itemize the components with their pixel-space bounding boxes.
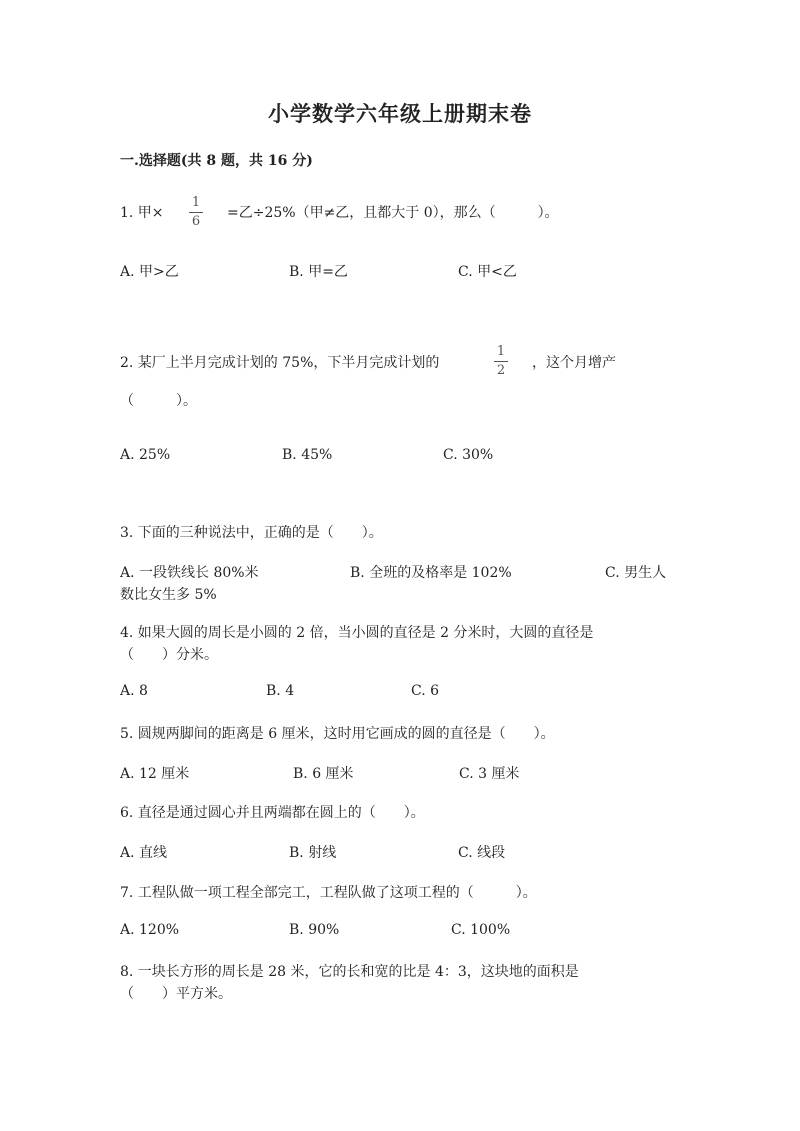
question-7-text: 7. 工程队做一项工程全部完工，工程队做了这项工程的（ ）。	[120, 885, 537, 901]
question-3-text: 3. 下面的三种说法中，正确的是（ ）。	[120, 525, 383, 541]
question-4-text: 4. 如果大圆的周长是小圆的 2 倍，当小圆的直径是 2 分米时，大圆的直径是	[120, 625, 594, 641]
question-7-option-b[interactable]: B. 90%	[289, 922, 340, 938]
fraction-denominator: 2	[496, 363, 506, 378]
section-heading: 一.选择题(共 8 题，共 16 分)	[120, 153, 313, 169]
question-1-option-a[interactable]: A. 甲>乙	[120, 264, 179, 280]
question-5-option-c[interactable]: C. 3 厘米	[459, 766, 520, 782]
question-5-option-b[interactable]: B. 6 厘米	[293, 766, 354, 782]
fraction-bar	[189, 212, 203, 213]
question-2-blank-line: （ ）。	[120, 393, 197, 409]
question-2-fraction	[494, 345, 508, 378]
question-3-option-c-continued: 数比女生多 5%	[120, 587, 217, 603]
question-8-text: 8. 一块长方形的周长是 28 米，它的长和宽的比是 4：3，这块地的面积是	[120, 964, 579, 980]
question-3-option-c[interactable]: C. 男生人	[605, 565, 667, 581]
question-4-option-b[interactable]: B. 4	[266, 683, 295, 699]
question-6-text: 6. 直径是通过圆心并且两端都在圆上的（ ）。	[120, 805, 425, 821]
question-7-option-c[interactable]: C. 100%	[451, 922, 511, 938]
question-3-option-b[interactable]: B. 全班的及格率是 102%	[350, 565, 512, 581]
question-3-option-a[interactable]: A. 一段铁线长 80%米	[120, 565, 259, 581]
fraction-numerator: 1	[191, 195, 201, 210]
question-7-option-a[interactable]: A. 120%	[120, 922, 180, 938]
question-8-blank-line: （ ）平方米。	[120, 986, 232, 1002]
question-1-option-b[interactable]: B. 甲=乙	[289, 264, 348, 280]
question-5-option-a[interactable]: A. 12 厘米	[120, 766, 190, 782]
question-6-option-b[interactable]: B. 射线	[289, 845, 337, 861]
question-1-text-start: 1. 甲×	[120, 205, 164, 221]
fraction-numerator: 1	[496, 344, 506, 359]
question-2-option-a[interactable]: A. 25%	[120, 447, 171, 463]
question-4-option-c[interactable]: C. 6	[411, 683, 440, 699]
question-5-text: 5. 圆规两脚间的距离是 6 厘米，这时用它画成的圆的直径是（ ）。	[120, 726, 555, 742]
fraction-denominator: 6	[191, 214, 201, 229]
question-2-option-b[interactable]: B. 45%	[282, 447, 333, 463]
question-2-option-c[interactable]: C. 30%	[443, 447, 494, 463]
question-6-option-a[interactable]: A. 直线	[120, 845, 168, 861]
question-4-option-a[interactable]: A. 8	[120, 683, 148, 699]
question-1-text-end: =乙÷25%（甲≠乙，且都大于 0），那么（ ）。	[227, 205, 559, 221]
question-1-option-c[interactable]: C. 甲<乙	[458, 264, 517, 280]
question-6-option-c[interactable]: C. 线段	[458, 845, 506, 861]
page-title: 小学数学六年级上册期末卷	[268, 101, 532, 126]
question-2-text-end: ，这个月增产	[532, 355, 616, 371]
question-4-blank-line: （ ）分米。	[120, 647, 218, 663]
question-2-text-start: 2. 某厂上半月完成计划的 75%，下半月完成计划的	[120, 355, 440, 371]
question-1-fraction	[189, 196, 203, 229]
fraction-bar	[494, 361, 508, 362]
